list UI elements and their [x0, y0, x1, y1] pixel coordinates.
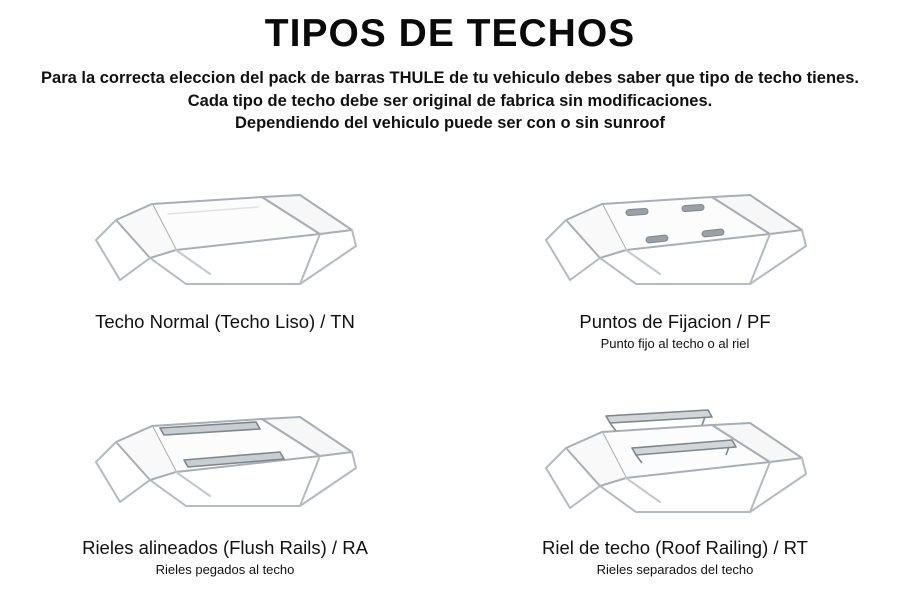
poster-root — [0, 14, 900, 614]
subtitle-line-1: Para la correcta eleccion del pack de barras THULE de tu vehiculo debes saber que tipo de techo tienes. — [41, 68, 859, 87]
roof-type-label-ra: Rieles alineados (Flush Rails) / RA — [82, 537, 368, 558]
roof-type-label-pf: Puntos de Fijacion / PF — [579, 311, 771, 332]
roof-type-card-ra — [0, 384, 450, 609]
roof-type-sublabel-pf: Punto fijo al techo o al riel — [600, 336, 750, 351]
subtitle-line-2: Cada tipo de techo debe ser original de fabrica sin modificaciones. — [187, 91, 713, 110]
roof-type-card-tn — [0, 162, 450, 387]
roof-type-label-rt: Riel de techo (Roof Railing) / RT — [542, 537, 808, 558]
subtitle-line-3: Dependiendo del vehiculo puede ser con o sin sunroof — [235, 114, 665, 133]
car-roof-fixpoints-icon — [450, 162, 900, 322]
roof-type-label-tn: Techo Normal (Techo Liso) / TN — [95, 311, 355, 332]
roof-type-card-rt — [450, 384, 900, 609]
car-roof-plain-icon — [0, 162, 450, 322]
car-roof-flush-rails-icon — [0, 384, 450, 544]
car-roof-raised-railing-icon — [450, 384, 900, 544]
roof-types-grid — [0, 162, 900, 612]
roof-type-sublabel-rt: Rieles separados del techo — [596, 562, 754, 577]
roof-type-card-pf — [450, 162, 900, 387]
subtitle-block — [0, 67, 900, 135]
roof-type-sublabel-ra: Rieles pegados al techo — [155, 562, 295, 577]
page-title: TIPOS DE TECHOS — [264, 12, 636, 55]
